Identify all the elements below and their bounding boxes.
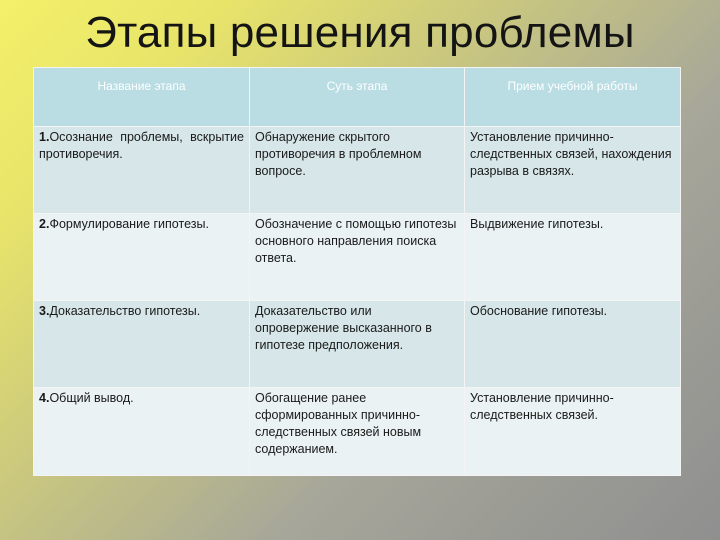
table-row bbox=[34, 388, 681, 476]
stage-name: Общий вывод. bbox=[49, 391, 134, 405]
table-row bbox=[34, 301, 681, 388]
stage-method-cell: Обоснование гипотезы. bbox=[465, 301, 681, 388]
stage-method-cell: Установление причинно-следственных связей, нахождения разрыва в связях. bbox=[465, 127, 681, 214]
page-title: Этапы решения проблемы bbox=[85, 8, 635, 57]
stage-essence-cell: Обнаружение скрытого противоречия в проблемном вопросе. bbox=[250, 127, 465, 214]
stage-name: Формулирование гипотезы. bbox=[49, 217, 209, 231]
table-row bbox=[34, 127, 681, 214]
stage-number: 1. bbox=[39, 130, 50, 144]
stage-name-cell bbox=[34, 301, 250, 388]
stage-name: Осознание проблемы, вскрытие противоречия. bbox=[39, 130, 244, 161]
column-header-essence: Суть этапа bbox=[250, 68, 465, 127]
stages-table bbox=[33, 67, 681, 476]
stage-name-cell bbox=[34, 214, 250, 301]
table-header-row bbox=[34, 68, 681, 127]
stage-number: 4. bbox=[39, 391, 50, 405]
stage-essence-cell: Обозначение с помощью гипотезы основного направления поиска ответа. bbox=[250, 214, 465, 301]
stage-method-cell: Установление причинно-следственных связей. bbox=[465, 388, 681, 476]
stage-number: 3. bbox=[39, 304, 50, 318]
stage-number: 2. bbox=[39, 217, 50, 231]
stage-name-cell bbox=[34, 388, 250, 476]
stage-name: Доказательство гипотезы. bbox=[49, 304, 201, 318]
stage-method-cell: Выдвижение гипотезы. bbox=[465, 214, 681, 301]
stage-essence-cell: Обогащение ранее сформированных причинно-следственных связей новым содержанием. bbox=[250, 388, 465, 476]
column-header-method: Прием учебной работы bbox=[465, 68, 681, 127]
table-row bbox=[34, 214, 681, 301]
column-header-stage-name: Название этапа bbox=[34, 68, 250, 127]
stage-name-cell bbox=[34, 127, 250, 214]
stage-essence-cell: Доказательство или опровержение высказанного в гипотезе предположения. bbox=[250, 301, 465, 388]
